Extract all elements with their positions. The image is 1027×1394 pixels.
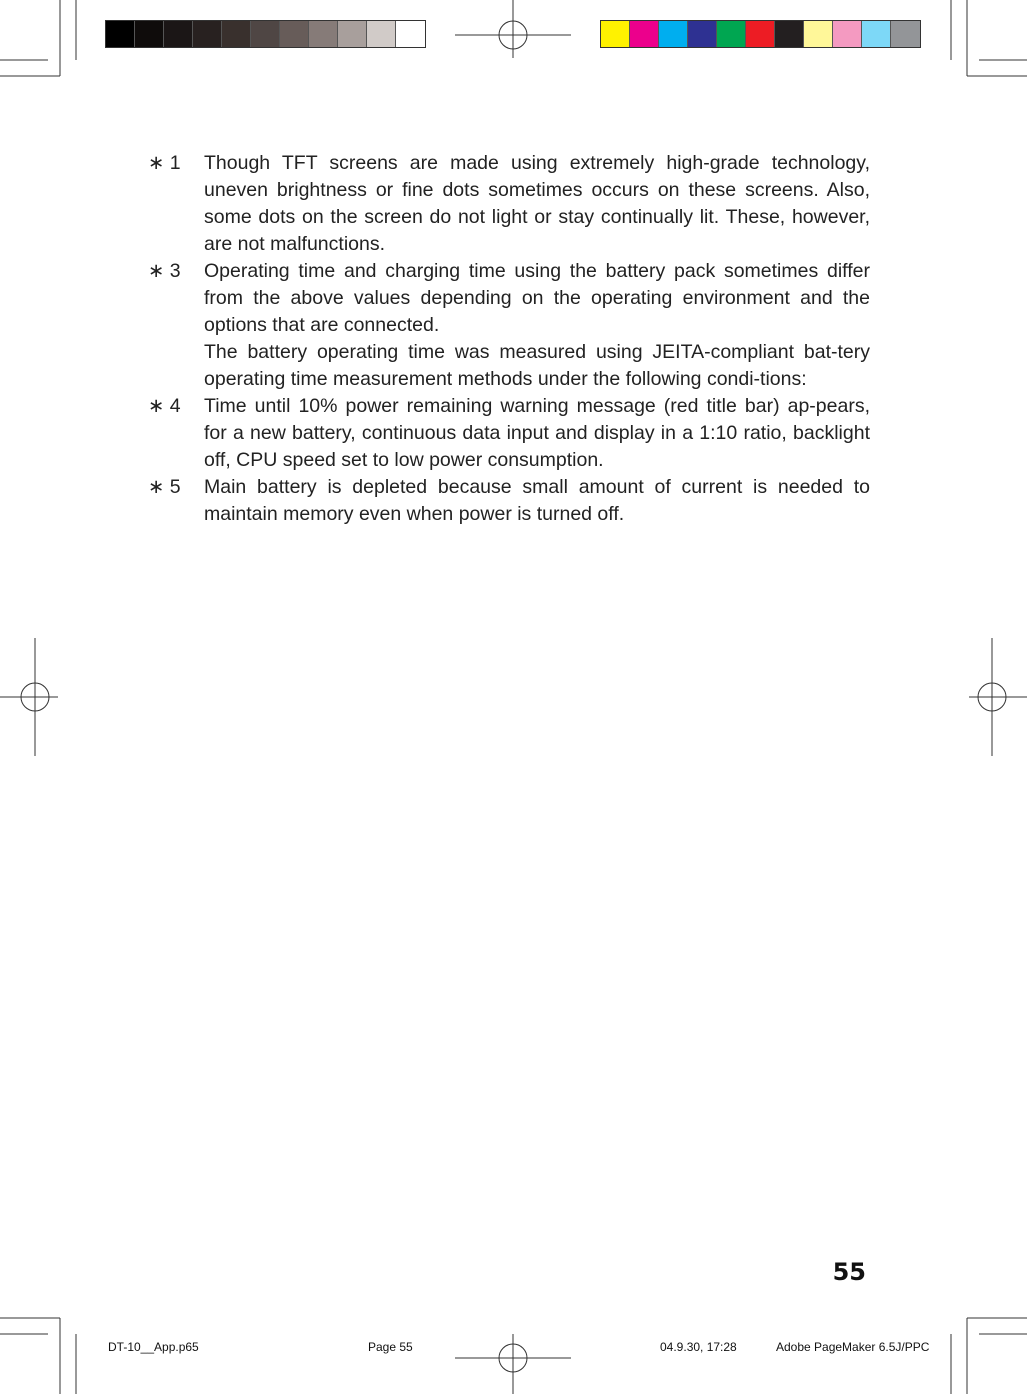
page-number: 55 — [832, 1258, 866, 1286]
slug-filename: DT-10__App.p65 — [108, 1340, 199, 1354]
footnote-paragraph: Time until 10% power remaining warning message (red title bar) ap-pears, for a new battery, continuous data input and display in a 1:10 ratio, backlight off, CPU speed set to low power consumption. — [204, 395, 870, 471]
footnote-marker: ∗ 5 — [148, 476, 181, 498]
registration-mark-bottom — [455, 1334, 571, 1394]
slug-page: Page 55 — [368, 1340, 413, 1354]
footnote-body — [204, 150, 870, 258]
footnote-marker: ∗ 3 — [148, 260, 181, 282]
registration-mark-top — [455, 0, 571, 58]
registration-mark-left — [0, 638, 58, 756]
footnote-1 — [148, 150, 870, 258]
footnote-paragraph: Though TFT screens are made using extremely high-grade technology, uneven brightness or fine dots sometimes occurs on these screens. Also, some dots on the screen do not light or stay continually lit. These, however, are not malfunctions. — [204, 152, 870, 255]
footnote-marker: ∗ 4 — [148, 395, 181, 417]
footnote-body — [204, 258, 870, 393]
footnote-body — [204, 393, 870, 474]
footnote-paragraph: Operating time and charging time using the battery pack sometimes differ from the above values depending on the operating environment and the options that are connected. — [204, 260, 870, 336]
slug-date: 04.9.30, 17:28 — [660, 1340, 737, 1354]
slug-application: Adobe PageMaker 6.5J/PPC — [776, 1340, 930, 1354]
registration-mark-right — [969, 638, 1027, 756]
footnote-marker: ∗ 1 — [148, 152, 181, 174]
footnote-paragraph: The battery operating time was measured using JEITA-compliant bat-tery operating time measurement methods under the following condi-tions: — [204, 341, 870, 390]
footnote-paragraph: Main battery is depleted because small amount of current is needed to maintain memory even when power is turned off. — [204, 476, 870, 525]
footnote-3 — [148, 258, 870, 393]
footnote-5 — [148, 474, 870, 528]
footnote-4 — [148, 393, 870, 474]
footnotes-list — [148, 150, 870, 528]
footnote-body — [204, 474, 870, 528]
